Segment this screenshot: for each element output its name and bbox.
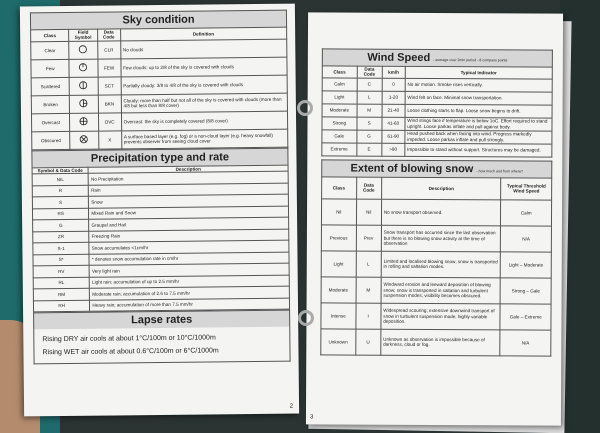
lapse-rates-title: Lapse rates (33, 310, 290, 330)
precip-code-cell: RM (33, 288, 89, 300)
snow-code-cell: I (355, 303, 380, 329)
precip-description-cell: Snow (89, 194, 289, 208)
sky-class-cell: Few (31, 59, 70, 77)
precip-code-cell: R (32, 185, 88, 197)
wind-code-cell: S (356, 117, 381, 130)
wind-indicator-cell: Head pushed back when facing into wind. Progress markedly impeded. Loose parkas inflate and pull strongly. (405, 130, 552, 144)
sky-definition-cell: Partially cloudy: 3/8 to 4/8 of the sky is covered with clouds (121, 75, 288, 95)
precip-code-cell: S (32, 196, 88, 208)
cloud-cover-symbol-icon (80, 122, 89, 127)
snow-description-cell: No snow transport observed. (381, 199, 501, 226)
snow-row (321, 199, 551, 226)
wind-kmh-cell: >90 (382, 143, 405, 156)
cloud-cover-symbol-icon (79, 86, 88, 91)
wind-row (322, 104, 552, 118)
sky-code-cell: SCT (98, 77, 121, 95)
snow-code-cell: U (355, 329, 380, 355)
snow-class-cell: Previous (321, 225, 356, 251)
wind-code-cell: M (357, 104, 382, 117)
sky-definition-cell: Overcast: the sky is completely covered (8/8 cover) (121, 111, 288, 131)
sky-code-cell: CLR (97, 41, 120, 59)
snow-class-cell: Unknown (321, 329, 356, 355)
snow-row (321, 303, 551, 330)
snow-class-cell: Moderate (321, 277, 356, 303)
precip-description-cell: Mixed Rain and Snow (89, 206, 289, 220)
precip-description-cell: Snow accumulates <1cm/hr (89, 240, 289, 254)
sky-symbol-cell (70, 95, 98, 113)
snow-rows (321, 199, 552, 356)
sky-class-cell: Overcast (31, 113, 70, 131)
wind-indicator-cell: Wind stings face if temperature is below 1oC. Effort required to stand upright. Loose parkas inflate and pull against body. (405, 117, 552, 131)
precip-code-cell: ZR (33, 231, 89, 243)
snow-row (321, 251, 551, 278)
wind-class-cell: Calm (322, 78, 357, 91)
snow-header-code: Data Code (356, 177, 381, 199)
precip-rows (32, 171, 289, 312)
sky-condition-title: Sky condition (30, 10, 287, 30)
snow-threshold-cell: Gale – Extreme (500, 304, 551, 330)
snow-code-cell: L (356, 251, 381, 277)
sky-header-code: Data Code (97, 29, 120, 41)
sky-class-cell: Clear (31, 41, 70, 59)
precip-code-cell: RH (33, 300, 89, 312)
wind-class-cell: Strong (322, 117, 357, 130)
wind-kmh-cell: 41-60 (382, 117, 405, 130)
binder-ring-top (297, 100, 313, 116)
snow-row (321, 225, 551, 252)
sky-definition-cell: Few clouds: up to 2/8 of the sky is covered with clouds (120, 57, 287, 77)
sky-symbol-cell (69, 77, 97, 95)
wind-kmh-cell: 61-90 (382, 130, 405, 143)
sky-row (32, 129, 288, 150)
snow-header-description: Description (381, 177, 501, 200)
sky-code-cell: OVC (98, 113, 121, 131)
blowing-snow-title (321, 159, 552, 177)
field-notebook (22, 5, 562, 430)
snow-code-cell: Prev (356, 225, 381, 251)
snow-threshold-cell: N/A (501, 226, 552, 252)
snow-class-cell: Light (321, 251, 356, 277)
snow-description-cell: Snow transport has occurred since the last observation but there is no blowing snow activity at the time of observation (381, 225, 501, 252)
lapse-dry-line: Rising DRY air cools at about 1°C/100m or 10°C/1000m (42, 334, 216, 344)
sky-definition-cell: A surface based layer (e.g. fog) or a non-cloud layer (e.g. heavy snowfall) prevents observer from seeing cloud cover (121, 129, 288, 149)
precip-description-cell: Heavy rain; accumulation of more than 7.5 mm/hr (90, 298, 290, 312)
lapse-rates-box (33, 327, 290, 365)
snow-threshold-cell: N/A (500, 330, 551, 356)
sky-code-cell: X (98, 131, 121, 149)
precip-code-cell: RL (33, 277, 89, 289)
wind-speed-table (321, 65, 552, 157)
snow-class-cell: Intense (321, 303, 356, 329)
snow-threshold-cell: Calm (501, 200, 552, 226)
sky-class-cell: Obscured (32, 131, 71, 149)
snow-description-cell: Widespread scouring; extensive downwind transport of snow in turbulent suspension mode; highly variable deposition. (381, 303, 501, 330)
wind-row (322, 130, 552, 144)
precip-description-cell: * denotes snow accumulation rate in cm/hr (89, 252, 289, 266)
precip-description-cell: Graupel and Hail (89, 217, 289, 231)
cloud-cover-symbol-icon (79, 50, 88, 55)
wind-class-cell: Moderate (322, 104, 357, 117)
snow-description-cell: Unknown as observation is impossible because of darkness, cloud or fog. (381, 329, 501, 356)
wind-row (322, 143, 552, 157)
sky-definition-cell: Cloudy: more than half but not all of the sky is covered with clouds (more than 4/8 but less than 8/8 cover) (121, 93, 288, 113)
precip-code-cell: RS (32, 208, 88, 220)
sky-header-symbol: Field Symbol (69, 29, 97, 41)
wind-code-cell: C (357, 78, 382, 91)
sky-symbol-cell (70, 131, 98, 149)
wind-header-indicator: Typical Indicator (405, 66, 552, 79)
wind-indicator-cell: No air motion. Smoke rises vertically. (405, 78, 552, 92)
blowing-snow-title-text: Extent of blowing snow (350, 162, 474, 176)
sky-definition-cell: No clouds (120, 39, 287, 59)
wind-speed-subtitle: - average over 2min period - 8 compass points (433, 57, 508, 63)
snow-threshold-cell: Light – Moderate (501, 252, 552, 278)
sky-condition-table (30, 27, 288, 150)
binder-ring-bottom (298, 310, 314, 326)
wind-row (322, 117, 552, 131)
wind-kmh-cell: 1-20 (382, 91, 405, 104)
wind-class-cell: Extreme (322, 143, 357, 156)
blowing-snow-subtitle: - how much and from where? (476, 169, 523, 174)
wind-row (322, 91, 552, 105)
precip-code-cell: RV (33, 265, 89, 277)
wind-rows (322, 78, 552, 157)
cloud-cover-symbol-icon (79, 104, 88, 109)
precip-code-cell: NIL (32, 173, 88, 185)
precip-code-cell: G (33, 219, 89, 231)
wind-kmh-cell: 21-40 (382, 104, 405, 117)
cloud-cover-symbol-icon (80, 140, 89, 145)
wind-indicator-cell: Impossible to stand without support. Structures may be damaged. (405, 143, 552, 157)
precip-header-description: Description (88, 165, 288, 173)
page-number-right: 3 (309, 414, 314, 421)
snow-header-threshold: Typical Threshold Wind Speed (501, 178, 552, 200)
wind-row (322, 78, 552, 92)
snow-code-cell: Nil (356, 199, 381, 225)
snow-threshold-cell: Strong – Gale (500, 278, 551, 304)
snow-description-cell: Limited and localised blowing snow; snow is transported in rolling and saltation modes. (381, 251, 501, 278)
right-page (306, 12, 563, 425)
wind-indicator-cell: Loose clothing starts to flap. Loose snow begins to drift. (405, 104, 552, 118)
wind-speed-title-text: Wind Speed (367, 51, 431, 64)
precip-description-cell: Light rain; accumulation of up to 2.5 mm/hr (90, 275, 290, 289)
precip-description-cell: Freezing Rain (89, 229, 289, 243)
left-page (20, 4, 299, 417)
snow-row (321, 277, 551, 304)
precipitation-title: Precipitation type and rate (31, 147, 288, 167)
wind-header-code: Data Code (357, 66, 382, 78)
precip-description-cell: Very light rain (89, 263, 289, 277)
sky-class-cell: Scattered (31, 77, 70, 95)
sky-header-class: Class (31, 29, 70, 41)
precip-code-cell: S* (33, 254, 89, 266)
blowing-snow-table (320, 176, 552, 356)
wind-speed-title (322, 48, 553, 66)
precipitation-table (32, 164, 291, 312)
sky-code-cell: FEW (97, 59, 120, 77)
snow-code-cell: M (356, 277, 381, 303)
wind-code-cell: L (357, 91, 382, 104)
snow-class-cell: Nil (321, 199, 356, 225)
sky-rows (31, 39, 288, 150)
wind-code-cell: G (356, 130, 381, 143)
wind-code-cell: E (356, 143, 381, 156)
page-number-left: 2 (289, 403, 294, 410)
wind-indicator-cell: Wind felt on face. Minimal snow transportation. (405, 91, 552, 105)
sky-code-cell: BKN (98, 95, 121, 113)
precip-code-cell: S-1 (33, 242, 89, 254)
sky-class-cell: Broken (31, 95, 70, 113)
snow-row (321, 329, 551, 356)
sky-header-definition: Definition (120, 27, 287, 41)
wind-kmh-cell: 0 (382, 78, 405, 91)
sky-symbol-cell (69, 41, 97, 59)
precip-description-cell: Moderate rain; accumulation of 2.6 to 7.5 mm/hr (90, 286, 290, 300)
sky-symbol-cell (70, 113, 98, 131)
wind-header-kmh: km/h (382, 66, 405, 78)
precip-description-cell: Rain (89, 183, 289, 197)
snow-header-class: Class (322, 177, 357, 199)
wind-class-cell: Light (322, 91, 357, 104)
cloud-cover-symbol-icon (79, 68, 88, 73)
sky-symbol-cell (69, 59, 97, 77)
wind-class-cell: Gale (322, 130, 357, 143)
precip-header-code: Symbol & Data Code (32, 167, 88, 174)
lapse-wet-line: Rising WET air cools at about 0.6°C/100m or 6°C/1000m (42, 347, 219, 357)
snow-description-cell: Windward erosion and leeward deposition of blowing snow; snow is transported in saltation and turbulent suspension modes; visibility becomes obscured. (381, 277, 501, 304)
precip-description-cell: No Precipitation (88, 171, 288, 185)
wind-header-class: Class (322, 66, 357, 78)
